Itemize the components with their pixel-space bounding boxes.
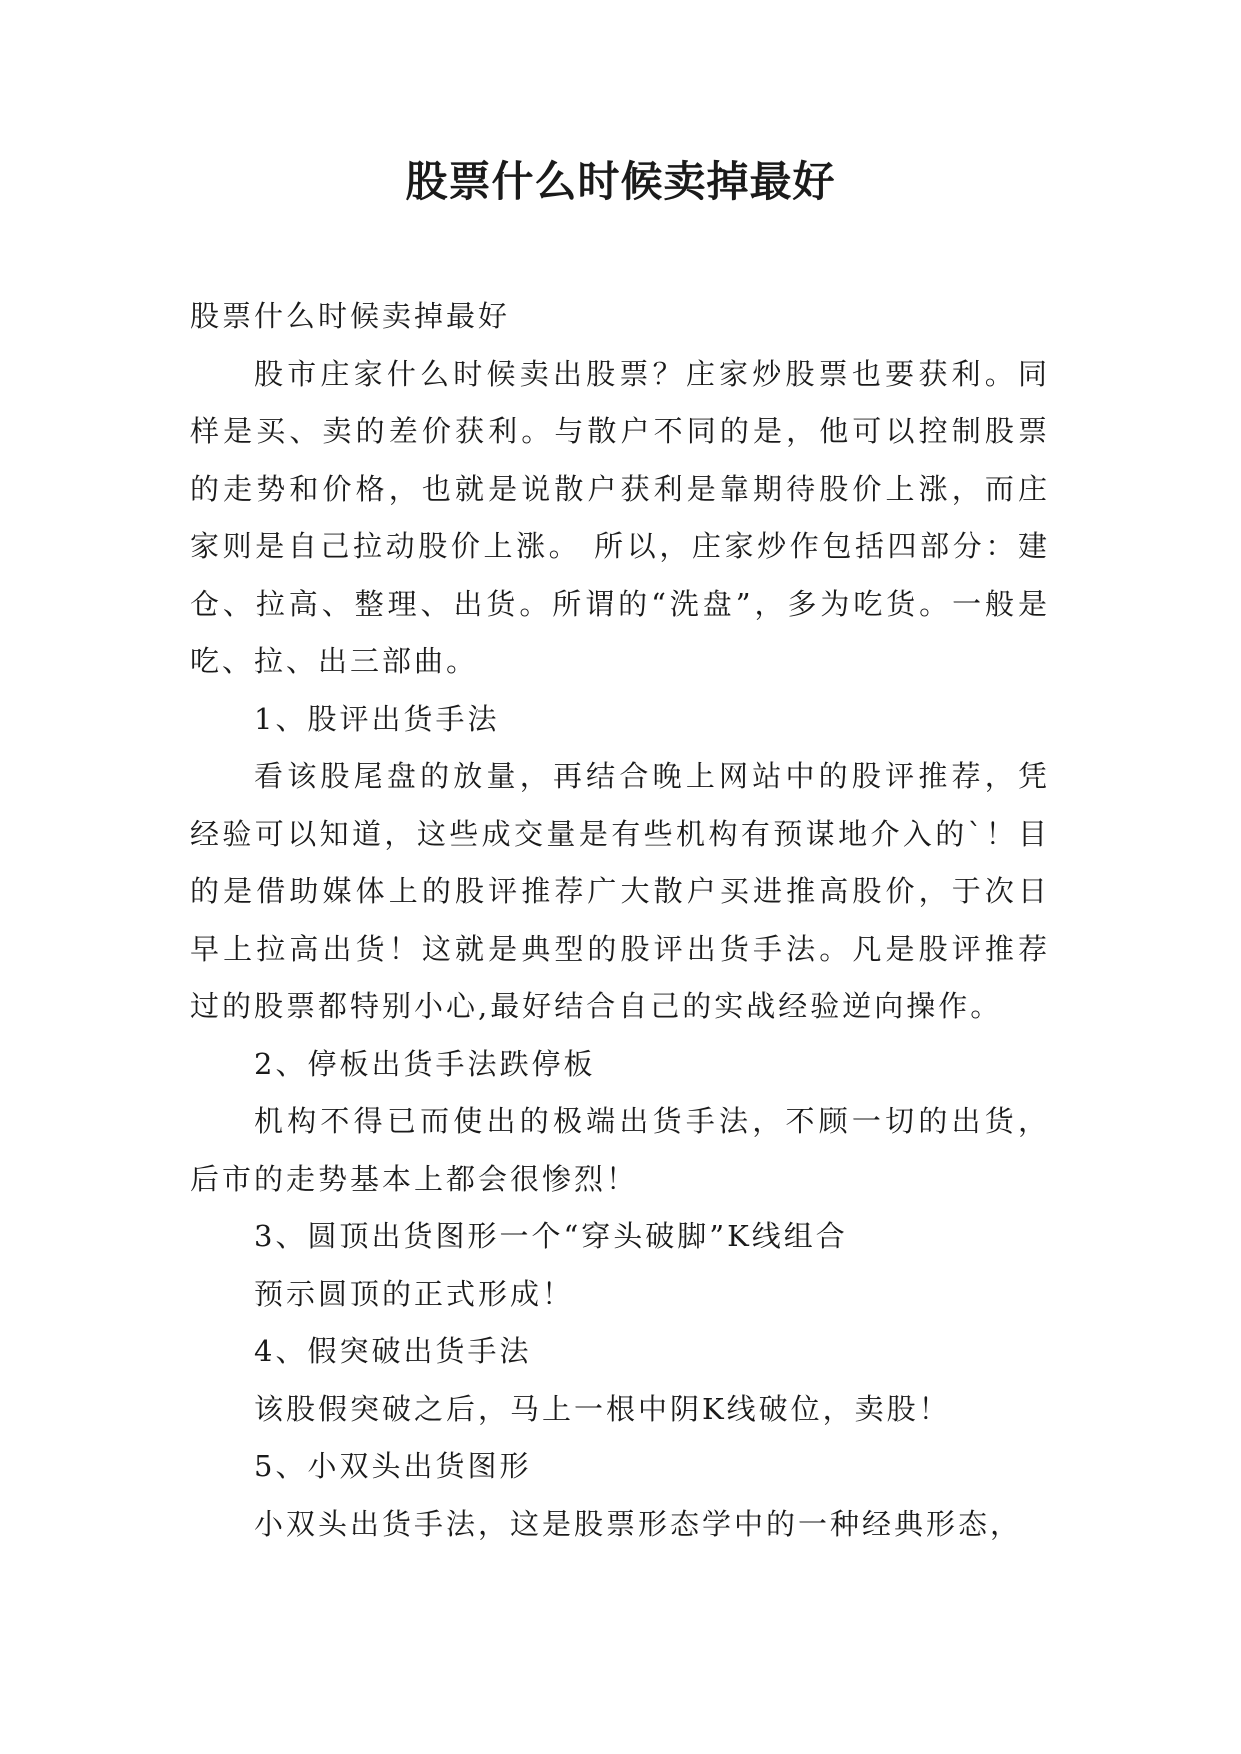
document-body <box>190 288 1050 1553</box>
section-body-3: 预示圆顶的正式形成！ <box>254 1276 575 1311</box>
section-heading-1: 1、股评出货手法 <box>254 701 500 736</box>
subtitle-paragraph: 股票什么时候卖掉最好 <box>190 299 511 333</box>
page-title: 股票什么时候卖掉最好 <box>405 157 836 206</box>
section-heading-5: 5、小双头出货图形 <box>254 1449 532 1483</box>
section-body-4: 该股假突破之后，马上一根中阴K线破位，卖股！ <box>254 1391 951 1426</box>
section-heading-4: 4、假突破出货手法 <box>254 1334 532 1368</box>
section-body-1: 看该股尾盘的放量，再结合晚上网站中的股评推荐，凭经验可以知道，这些成交量是有些机构有预谋地介入的`！目的是借助媒体上的股评推荐广大散户买进推高股价，于次日早上拉高出货！这就是典型的股评出货手法。凡是股评推荐过的股票都特别小心,最好结合自己的实战经验逆向操作。 <box>190 759 1050 1023</box>
section-heading-2: 2、停板出货手法跌停板 <box>254 1046 596 1081</box>
section-heading-3: 3、圆顶出货图形一个“穿头破脚”K线组合 <box>254 1219 848 1253</box>
intro-paragraph: 股市庄家什么时候卖出股票？庄家炒股票也要获利。同样是买、卖的差价获利。与散户不同的是，他可以控制股票的走势和价格，也就是说散户获利是靠期待股价上涨，而庄家则是自己拉动股价上涨。 所以，庄家炒作包括四部分：建仓、拉高、整理、出货。所谓的“洗盘”，多为吃货。一般是吃、拉、出三部曲。 <box>190 356 1050 678</box>
section-body-5: 小双头出货手法，这是股票形态学中的一种经典形态， <box>254 1506 1023 1541</box>
section-body-2: 机构不得已而使出的极端出货手法，不顾一切的出货，后市的走势基本上都会很惨烈！ <box>190 1104 1050 1196</box>
